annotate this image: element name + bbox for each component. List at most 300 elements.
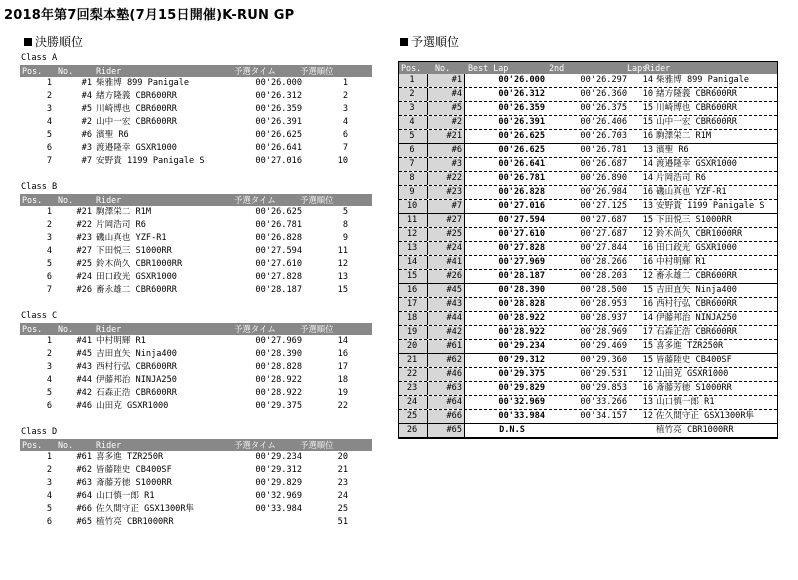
qual-time-cell: 00'29.234	[255, 452, 302, 462]
qual-pos-cell: 20	[337, 452, 348, 462]
second-lap-cell: 00'26.297	[580, 75, 627, 85]
rider-cell: 石森正浩 CBR600RR	[96, 388, 177, 398]
rider-cell: 渡邉隆幸 GSXR1000	[656, 159, 737, 169]
pos-header: Pos.	[22, 324, 43, 334]
pos-header: Pos.	[22, 66, 43, 76]
rider-cell: 下田悦三 S1000RR	[656, 215, 732, 225]
rider-cell: 緒方隆義 CBR600RR	[656, 89, 737, 99]
rider-cell: 皆藤陸史 CB400SF	[96, 465, 172, 475]
table-row	[20, 219, 372, 232]
table-row	[399, 116, 777, 130]
pos-cell: 2	[46, 91, 52, 101]
rider-header: Rider	[96, 440, 122, 450]
rider-cell: 中村明輝 R1	[96, 336, 146, 346]
table-row	[399, 368, 777, 382]
rider-cell: 西村行弘 CBR600RR	[656, 299, 737, 309]
pos-cell: 16	[406, 285, 418, 295]
table-row	[20, 387, 372, 400]
pos-cell: 2	[46, 220, 52, 230]
rider-cell: 西村行弘 CBR600RR	[96, 362, 177, 372]
rider-cell: 川崎博也 CBR600RR	[656, 103, 737, 113]
table-row	[399, 200, 777, 214]
table-row	[399, 256, 777, 270]
qual-pos-cell: 3	[342, 104, 348, 114]
rider-cell: 山中一宏 CBR600RR	[656, 117, 737, 127]
qual-pos-header: 予選順位	[300, 440, 334, 450]
laps-cell: 16	[642, 383, 653, 393]
pos-cell: 7	[46, 156, 52, 166]
pos-cell: 8	[409, 173, 415, 183]
table-row	[20, 400, 372, 413]
rider-cell: 山口慎一郎 R1	[96, 491, 155, 501]
table-header	[20, 323, 372, 335]
qual-pos-cell: 19	[337, 388, 348, 398]
table-row	[20, 116, 372, 129]
best-lap-cell: 00'26.625	[498, 145, 545, 155]
table-row	[399, 410, 777, 424]
table-row	[20, 271, 372, 284]
laps-cell: 14	[642, 313, 653, 323]
qual-pos-cell: 23	[337, 478, 348, 488]
rider-cell: 磯山真也 YZF-R1	[656, 187, 727, 197]
table-row	[399, 88, 777, 102]
best-lap-cell: 00'26.391	[498, 117, 545, 127]
number-cell: #3	[451, 159, 462, 169]
rider-cell: 磯山真也 YZF-R1	[96, 233, 167, 243]
qual-time-cell: 00'26.781	[255, 220, 302, 230]
number-cell: #5	[81, 104, 92, 114]
pos-cell: 6	[46, 517, 52, 527]
rider-cell: 下田悦三 S1000RR	[96, 246, 172, 256]
rider-cell: 伊藤邦治 NINJA250	[96, 375, 177, 385]
rider-cell: 渡邉隆幸 GSXR1000	[96, 143, 177, 153]
table-row	[399, 424, 777, 438]
rider-cell: 山中一宏 CBR600RR	[96, 117, 177, 127]
table-row	[399, 130, 777, 144]
table-header	[20, 65, 372, 77]
table-row	[20, 361, 372, 374]
qual-time-cell: 00'27.594	[255, 246, 302, 256]
table-header	[20, 439, 372, 451]
second-lap-cell: 00'28.937	[580, 313, 627, 323]
rider-cell: 濱聖 R6	[96, 130, 129, 140]
rider-cell: 畜永雄二 CBR600RR	[656, 271, 737, 281]
qual-pos-cell: 9	[342, 233, 348, 243]
number-cell: #65	[76, 517, 92, 527]
qual-time-cell: 00'28.922	[255, 375, 302, 385]
pos-cell: 3	[409, 103, 415, 113]
rider-cell: 安野貴 1199 Panigale S	[96, 156, 205, 166]
pos-cell: 22	[406, 369, 418, 379]
table-row	[399, 172, 777, 186]
pos-cell: 21	[406, 355, 418, 365]
final-results-heading: 決勝順位	[24, 33, 83, 50]
best-lap-cell: 00'29.312	[498, 355, 545, 365]
second-lap-cell: 00'26.360	[580, 89, 627, 99]
second-lap-cell: 00'29.531	[580, 369, 627, 379]
best-lap-cell: 00'27.016	[498, 201, 545, 211]
number-cell: #21	[76, 207, 92, 217]
qual-pos-cell: 15	[337, 285, 348, 295]
table-row	[399, 298, 777, 312]
pos-cell: 6	[46, 401, 52, 411]
laps-cell: 12	[642, 369, 653, 379]
class-label: Class A	[21, 53, 58, 63]
number-cell: #7	[81, 156, 92, 166]
number-cell: #3	[81, 143, 92, 153]
pos-cell: 14	[406, 257, 418, 267]
laps-cell: 16	[642, 187, 653, 197]
table-row	[20, 77, 372, 90]
number-cell: #42	[446, 327, 462, 337]
number-cell: #22	[446, 173, 462, 183]
class-label: Class D	[21, 427, 58, 437]
page-title: 2018年第7回梨本塾(7月15日開催)K-RUN GP	[4, 8, 295, 23]
number-cell: #6	[451, 145, 462, 155]
pos-cell: 2	[409, 89, 415, 99]
laps-cell: 13	[642, 145, 653, 155]
qual-pos-cell: 6	[342, 130, 348, 140]
qual-time-cell: 00'29.375	[255, 401, 302, 411]
laps-cell: 15	[642, 285, 653, 295]
best-lap-cell: 00'28.922	[498, 313, 545, 323]
pos-cell: 1	[46, 452, 52, 462]
number-cell: #41	[446, 257, 462, 267]
pos-cell: 9	[409, 187, 415, 197]
qual-time-cell: 00'26.000	[255, 78, 302, 88]
best-lap-cell: 00'26.312	[498, 89, 545, 99]
number-cell: #61	[446, 341, 462, 351]
number-cell: #44	[76, 375, 92, 385]
qual-pos-cell: 1	[342, 78, 348, 88]
pos-cell: 24	[406, 397, 418, 407]
number-cell: #22	[76, 220, 92, 230]
table-row	[20, 258, 372, 271]
laps-cell: 12	[642, 271, 653, 281]
best-lap-cell: 00'28.828	[498, 299, 545, 309]
rider-cell: 植竹亮 CBR1000RR	[96, 517, 174, 527]
qual-time-cell: 00'26.641	[255, 143, 302, 153]
pos-cell: 12	[406, 229, 418, 239]
number-cell: #27	[446, 215, 462, 225]
number-cell: #46	[446, 369, 462, 379]
pos-cell: 4	[46, 491, 52, 501]
number-cell: #63	[76, 478, 92, 488]
rider-cell: 伊藤邦治 NINJA250	[656, 313, 737, 323]
qual-pos-cell: 24	[337, 491, 348, 501]
class-label: Class B	[21, 182, 58, 192]
qual-pos-cell: 7	[342, 143, 348, 153]
pos-cell: 5	[46, 259, 52, 269]
number-cell: #2	[81, 117, 92, 127]
qual-time-cell: 00'26.828	[255, 233, 302, 243]
number-cell: #5	[451, 103, 462, 113]
no-header: No.	[435, 63, 451, 73]
second-lap-cell: 00'26.781	[580, 145, 627, 155]
qual-time-cell: 00'29.312	[255, 465, 302, 475]
qual-pos-cell: 51	[337, 517, 348, 527]
qual-pos-cell: 12	[337, 259, 348, 269]
square-bullet-icon	[400, 38, 408, 46]
number-cell: #23	[446, 187, 462, 197]
number-cell: #62	[446, 355, 462, 365]
rider-cell: 山口慎一郎 R1	[656, 397, 715, 407]
qual-pos-cell: 13	[337, 272, 348, 282]
best-lap-cell: 00'26.625	[498, 131, 545, 141]
rider-cell: 畜永雄二 CBR600RR	[96, 285, 177, 295]
rider-cell: 喜多進 TZR250R	[656, 341, 724, 351]
pos-cell: 11	[406, 215, 418, 225]
qual-pos-cell: 4	[342, 117, 348, 127]
rider-cell: 濱聖 R6	[656, 145, 689, 155]
table-row	[20, 129, 372, 142]
qual-time-cell: 00'26.391	[255, 117, 302, 127]
qual-pos-cell: 11	[337, 246, 348, 256]
pos-header: Pos.	[401, 63, 422, 73]
pos-cell: 23	[406, 383, 418, 393]
qual-pos-cell: 17	[337, 362, 348, 372]
pos-cell: 4	[409, 117, 415, 127]
best-lap-cell: 00'28.922	[498, 327, 545, 337]
laps-cell: 16	[642, 131, 653, 141]
table-row	[399, 102, 777, 116]
qual-pos-cell: 16	[337, 349, 348, 359]
second-lap-cell: 00'26.406	[580, 117, 627, 127]
best-lap-cell: 00'27.594	[498, 215, 545, 225]
rider-cell: 植竹亮 CBR1000RR	[656, 425, 734, 435]
pos-cell: 5	[46, 388, 52, 398]
rider-header: Rider	[96, 195, 122, 205]
second-lap-cell: 00'29.469	[580, 341, 627, 351]
table-row	[20, 490, 372, 503]
pos-cell: 7	[409, 159, 415, 169]
table-row	[20, 155, 372, 168]
table-row	[399, 158, 777, 172]
table-row	[399, 214, 777, 228]
pos-cell: 3	[46, 478, 52, 488]
table-row	[399, 144, 777, 158]
best-lap-cell: 00'29.234	[498, 341, 545, 351]
best-lap-header: Best Lap	[468, 63, 509, 73]
number-cell: #46	[76, 401, 92, 411]
second-lap-cell: 00'27.844	[580, 243, 627, 253]
rider-cell: 片岡浩司 R6	[656, 173, 706, 183]
pos-cell: 18	[406, 313, 418, 323]
best-lap-cell: 00'29.375	[498, 369, 545, 379]
table-row	[20, 284, 372, 297]
qual-time-cell: 00'27.016	[255, 156, 302, 166]
number-cell: #4	[451, 89, 462, 99]
second-lap-cell: 00'26.890	[580, 173, 627, 183]
table-row	[20, 90, 372, 103]
best-lap-cell: 00'26.000	[498, 75, 545, 85]
pos-cell: 26	[406, 425, 418, 435]
pos-cell: 1	[409, 75, 415, 85]
number-cell: #61	[76, 452, 92, 462]
pos-cell: 6	[409, 145, 415, 155]
pos-cell: 17	[406, 299, 418, 309]
rider-cell: 駒澤栄二 R1M	[96, 207, 152, 217]
best-lap-cell: 00'26.359	[498, 103, 545, 113]
table-row	[20, 206, 372, 219]
qual-time-header: 予選タイム	[234, 66, 276, 76]
pos-cell: 10	[406, 201, 418, 211]
best-lap-cell: 00'33.984	[498, 411, 545, 421]
number-cell: #24	[76, 272, 92, 282]
pos-cell: 19	[406, 327, 418, 337]
rider-cell: 柴雅博 899 Panigale	[96, 78, 190, 88]
rider-cell: 鈴木尚久 CBR1000RR	[96, 259, 183, 269]
number-cell: #42	[76, 388, 92, 398]
pos-cell: 3	[46, 362, 52, 372]
laps-cell: 15	[642, 215, 653, 225]
second-lap-cell: 00'28.203	[580, 271, 627, 281]
rider-cell: 斎藤芳徳 S1000RR	[96, 478, 172, 488]
number-cell: #64	[76, 491, 92, 501]
second-lap-cell: 00'28.969	[580, 327, 627, 337]
rider-cell: 斎藤芳徳 S1000RR	[656, 383, 732, 393]
number-cell: #27	[76, 246, 92, 256]
no-header: No.	[58, 324, 74, 334]
table-row	[399, 186, 777, 200]
pos-cell: 4	[46, 246, 52, 256]
table-row	[20, 245, 372, 258]
laps-cell: 14	[642, 159, 653, 169]
best-lap-cell: 00'26.828	[498, 187, 545, 197]
second-lap-cell: 00'29.853	[580, 383, 627, 393]
qual-pos-cell: 18	[337, 375, 348, 385]
pos-cell: 5	[46, 130, 52, 140]
number-cell: #7	[451, 201, 462, 211]
square-bullet-icon	[24, 38, 32, 46]
table-row	[20, 103, 372, 116]
pos-cell: 15	[406, 271, 418, 281]
number-cell: #6	[81, 130, 92, 140]
rider-cell: 山田克 GSXR1000	[96, 401, 169, 411]
qual-time-header: 予選タイム	[234, 195, 276, 205]
rider-cell: 皆藤陸史 CB400SF	[656, 355, 732, 365]
table-row	[20, 503, 372, 516]
rider-cell: 石森正浩 CBR600RR	[656, 327, 737, 337]
number-cell: #45	[76, 349, 92, 359]
pos-cell: 5	[409, 131, 415, 141]
number-cell: #65	[446, 425, 462, 435]
pos-cell: 1	[46, 336, 52, 346]
qual-time-cell: 00'27.969	[255, 336, 302, 346]
number-cell: #25	[446, 229, 462, 239]
number-cell: #23	[76, 233, 92, 243]
table-row	[20, 464, 372, 477]
rider-header: Rider	[96, 66, 122, 76]
rider-cell: 田口政光 GSXR1000	[656, 243, 737, 253]
no-header: No.	[58, 440, 74, 450]
qual-pos-cell: 5	[342, 207, 348, 217]
number-cell: #45	[446, 285, 462, 295]
table-row	[399, 354, 777, 368]
pos-header: Pos.	[22, 195, 43, 205]
second-lap-cell: 00'34.157	[580, 411, 627, 421]
table-row	[20, 374, 372, 387]
qual-time-cell: 00'28.828	[255, 362, 302, 372]
pos-cell: 2	[46, 349, 52, 359]
pos-cell: 2	[46, 465, 52, 475]
table-row	[399, 270, 777, 284]
qualifying-results-table	[398, 61, 778, 439]
table-row	[399, 396, 777, 410]
second-lap-cell: 00'26.703	[580, 131, 627, 141]
qual-pos-cell: 8	[342, 220, 348, 230]
number-cell: #43	[446, 299, 462, 309]
laps-cell: 16	[642, 299, 653, 309]
laps-cell: 14	[642, 173, 653, 183]
rider-cell: 安野貴 1199 Panigale S	[656, 201, 765, 211]
number-cell: #1	[451, 75, 462, 85]
rider-cell: 喜多進 TZR250R	[96, 452, 164, 462]
second-lap-cell: 00'27.687	[580, 229, 627, 239]
qual-time-cell: 00'27.828	[255, 272, 302, 282]
number-cell: #25	[76, 259, 92, 269]
qual-time-cell: 00'28.187	[255, 285, 302, 295]
rider-cell: 片岡浩司 R6	[96, 220, 146, 230]
pos-cell: 4	[46, 117, 52, 127]
second-lap-cell: 00'26.375	[580, 103, 627, 113]
qualifying-results-heading: 予選順位	[400, 33, 459, 50]
best-lap-cell: D.N.S	[499, 425, 525, 435]
second-lap-cell: 00'27.687	[580, 215, 627, 225]
second-lap-cell: 00'28.266	[580, 257, 627, 267]
table-row	[399, 326, 777, 340]
table-header	[399, 61, 777, 74]
pos-cell: 4	[46, 375, 52, 385]
table-row	[399, 284, 777, 298]
number-cell: #21	[446, 131, 462, 141]
number-cell: #66	[76, 504, 92, 514]
qual-pos-cell: 25	[337, 504, 348, 514]
pos-cell: 3	[46, 233, 52, 243]
pos-cell: 20	[406, 341, 418, 351]
laps-cell: 15	[642, 341, 653, 351]
table-header	[20, 194, 372, 206]
table-row	[399, 382, 777, 396]
table-row	[399, 242, 777, 256]
qual-time-cell: 00'26.312	[255, 91, 302, 101]
no-header: No.	[58, 66, 74, 76]
second-lap-header: 2nd	[549, 63, 565, 73]
rider-cell: 緒方隆義 CBR600RR	[96, 91, 177, 101]
table-row	[20, 477, 372, 490]
laps-cell: 15	[642, 355, 653, 365]
pos-cell: 5	[46, 504, 52, 514]
laps-cell: 15	[642, 103, 653, 113]
rider-cell: 中村明輝 R1	[656, 257, 706, 267]
rider-header: Rider	[96, 324, 122, 334]
rider-cell: 吉田直矢 Ninja400	[96, 349, 177, 359]
rider-cell: 柴雅博 899 Panigale	[656, 75, 750, 85]
qual-pos-cell: 21	[337, 465, 348, 475]
table-row	[20, 516, 372, 529]
best-lap-cell: 00'28.187	[498, 271, 545, 281]
rider-cell: 佐久間守正 GSX1300R隼	[96, 504, 195, 514]
best-lap-cell: 00'32.969	[498, 397, 545, 407]
laps-cell: 16	[642, 257, 653, 267]
table-row	[20, 451, 372, 464]
number-cell: #63	[446, 383, 462, 393]
spacer	[20, 168, 372, 181]
laps-cell: 12	[642, 229, 653, 239]
table-row	[399, 228, 777, 242]
number-cell: #1	[81, 78, 92, 88]
qual-pos-header: 予選順位	[300, 324, 334, 334]
